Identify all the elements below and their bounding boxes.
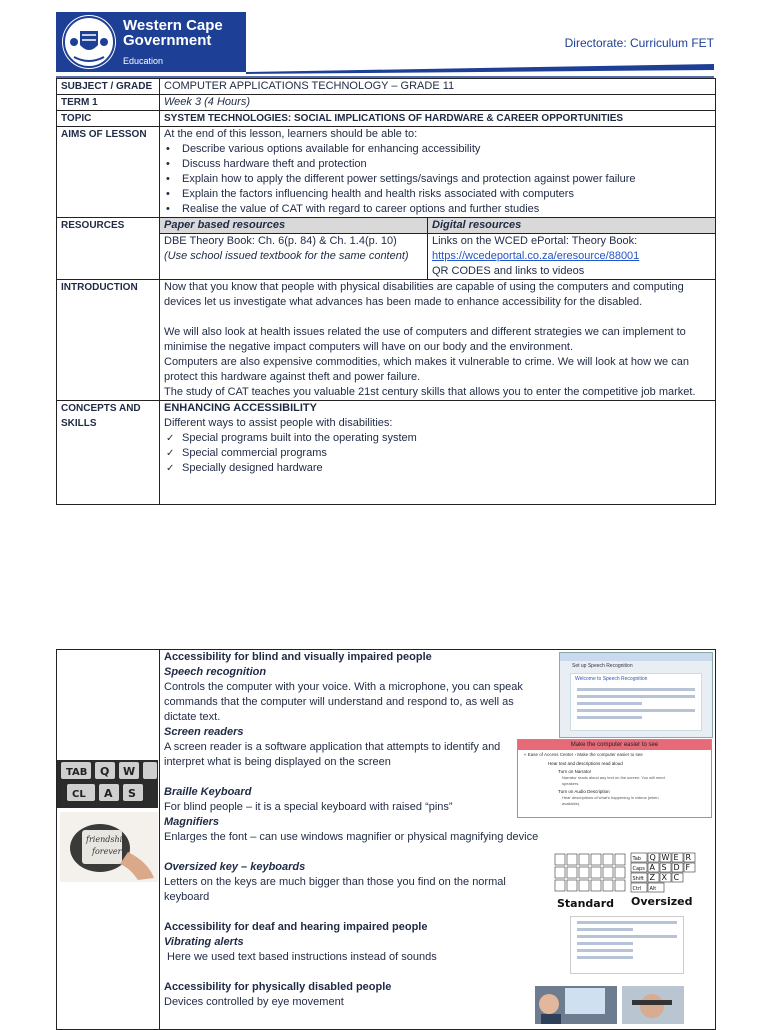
standard-key (579, 867, 589, 878)
org-name-line2: Government (123, 32, 212, 49)
magnified-text: forever (92, 847, 122, 856)
concepts-intro: Different ways to assist people with disabilities: (164, 417, 393, 429)
aims-row (57, 127, 716, 218)
oversized-keyboard-graphic (631, 853, 695, 892)
narrator-breadcrumb: « Ease of Access Center › Make the computer easier to see (524, 752, 643, 757)
speech-text: Controls the computer with your voice. With a microphone, you can speak commands that the computer will understand and respond to, as well as dictate text. (164, 681, 523, 723)
audio-description-desc: Hear descriptions of what's happening in videos (when available). (562, 795, 659, 806)
aims-list (164, 142, 711, 217)
oversized-keyboard-image (553, 852, 703, 910)
aims-cell (160, 127, 716, 218)
narrator-settings-screenshot (517, 739, 712, 818)
speech-recognition-screenshot (559, 652, 713, 738)
lesson-plan-table (56, 78, 716, 505)
oversized-key-label: Q (649, 853, 656, 862)
physical-text: Devices controlled by eye movement (164, 996, 344, 1008)
window-titlebar (560, 653, 712, 661)
vibrating-heading: Vibrating alerts (164, 936, 244, 948)
narrator-option: Turn on Narrator (558, 769, 592, 774)
introduction-row (57, 280, 716, 401)
standard-key (579, 854, 589, 865)
braille-text: For blind people – it is a special keyboard with raised “pins” (164, 801, 453, 813)
paper-resources-cell (160, 234, 428, 280)
standard-key (567, 867, 577, 878)
braille-key-label: CL (72, 789, 86, 800)
oversized-key-label: R (685, 853, 692, 862)
standard-key (603, 867, 613, 878)
aims-list-item: • Explain the factors influencing health and health risks associated with computers (182, 187, 711, 202)
paper-resources-heading: Paper based resources (160, 218, 428, 234)
intro-paragraph: Computers are also expensive commodities, which makes it vulnerable to crime. We will look at how we can protect this hardware against theft and power failure. (164, 356, 689, 383)
oversized-key-label: Shift (632, 876, 644, 882)
deaf-heading: Accessibility for deaf and hearing impaired people (164, 921, 428, 933)
aims-label: AIMS OF LESSON (57, 127, 160, 218)
oversized-key-label: D (673, 863, 680, 872)
paper-resource-line: DBE Theory Book: Ch. 6(p. 84) & Ch. 1.4(p. 10) (164, 235, 397, 247)
magnified-text: friendship (86, 835, 128, 844)
concepts-row (57, 401, 716, 505)
oversized-key-label: Z (649, 873, 655, 882)
digital-resources-heading: Digital resources (428, 218, 716, 234)
oversized-label: Oversized (631, 895, 693, 908)
eportal-link[interactable]: https://wcedeportal.co.za/eresource/88001 (432, 250, 640, 262)
subject-label: SUBJECT / GRADE (57, 79, 160, 95)
standard-key (591, 880, 601, 891)
topic-label: TOPIC (57, 111, 160, 127)
term-label: TERM 1 (57, 95, 160, 111)
speech-setup-title: Set up Speech Recognition (572, 663, 633, 669)
keyboard-comparison-graphic (553, 852, 703, 910)
sound-settings-screenshot (570, 916, 684, 974)
audio-description-option: Turn on Audio Description (558, 789, 610, 794)
digital-resources-cell (428, 234, 716, 280)
oversized-key-label: C (673, 873, 680, 882)
aims-list-item: • Realise the value of CAT with regard to career options and further studies (182, 202, 711, 217)
braille-heading: Braille Keyboard (164, 786, 252, 798)
standard-key (567, 854, 577, 865)
keyboard-keys-graphic (57, 760, 158, 808)
paper-resource-note: (Use school issued textbook for the same content) (164, 250, 409, 262)
standard-key (591, 867, 601, 878)
screen-readers-heading: Screen readers (164, 726, 244, 738)
blind-heading: Accessibility for blind and visually impaired people (164, 651, 432, 663)
braille-key-label: S (128, 787, 136, 800)
digital-resource-line: Links on the WCED ePortal: Theory Book: (432, 235, 638, 247)
introduction-cell (160, 280, 716, 401)
directorate-label: Directorate: Curriculum FET (564, 36, 714, 50)
braille-key-label: W (123, 765, 136, 778)
narrator-window-title: Make the computer easier to see (518, 740, 711, 750)
concepts-label: CONCEPTS AND SKILLS (57, 401, 160, 505)
narrator-section-heading: Hear text and descriptions read aloud (548, 761, 623, 766)
magnifier-graphic (60, 812, 158, 882)
topic-row (57, 111, 716, 127)
intro-paragraph: The study of CAT teaches you valuable 21st century skills that allows you to enter the competitive job market. (164, 386, 696, 398)
oversized-key-label: F (685, 863, 691, 872)
subject-row (57, 79, 716, 95)
oversized-heading: Oversized key – keyboards (164, 861, 306, 873)
oversized-key-label: Tab (632, 856, 641, 862)
braille-keyboard-photo (57, 760, 158, 808)
eye-tracking-photo (535, 986, 617, 1024)
screen-readers-text: A screen reader is a software application that attempts to identify and interpret what is being displayed on the screen (164, 741, 501, 768)
narrator-option-desc: Narrator reads aloud any text on the screen. You will need speakers. (562, 775, 665, 786)
oversized-key-label: Alt (649, 886, 657, 892)
magnifier-photo (60, 812, 158, 882)
topic-value: SYSTEM TECHNOLOGIES: SOCIAL IMPLICATIONS OF HARDWARE & CAREER OPPORTUNITIES (160, 111, 716, 127)
oversized-text: Letters on the keys are much bigger than those you find on the normal keyboard (164, 876, 506, 903)
oversized-key-label: E (673, 853, 679, 862)
oversized-key-label: Caps (632, 866, 645, 872)
standard-key (615, 867, 625, 878)
speech-welcome-text: Welcome to Speech Recognition (575, 676, 648, 682)
standard-keyboard-graphic (555, 854, 625, 891)
standard-key (555, 867, 565, 878)
aims-list-item: • Describe various options available for enhancing accessibility (182, 142, 711, 157)
intro-paragraph: We will also look at health issues related the use of computers and different strategies we can implement to minimise the negative impact computers will have on our body and the environment. (164, 326, 686, 353)
standard-key (555, 854, 565, 865)
org-department: Education (123, 56, 164, 66)
concepts-list-item: ✓ Special programs built into the operating system (182, 431, 711, 446)
oversized-key-label: A (649, 863, 655, 872)
standard-key (579, 880, 589, 891)
resources-heading-row (57, 218, 716, 234)
standard-key (591, 854, 601, 865)
magnifiers-text: Enlarges the font – can use windows magnifier or physical magnifying device (164, 831, 539, 843)
physical-heading: Accessibility for physically disabled people (164, 981, 392, 993)
aims-list-item: • Discuss hardware theft and protection (182, 157, 711, 172)
standard-key (615, 880, 625, 891)
standard-key (603, 880, 613, 891)
standard-keys (555, 854, 625, 891)
concepts-list-item: ✓ Special commercial programs (182, 446, 711, 461)
term-value: Week 3 (4 Hours) (160, 95, 716, 111)
org-name-line1: Western Cape (123, 17, 223, 34)
qr-codes-line: QR CODES and links to videos (432, 265, 585, 277)
braille-key-label: Q (100, 765, 110, 778)
oversized-key-label: S (661, 863, 667, 872)
oversized-key-label: W (661, 853, 670, 862)
concepts-list-item: ✓ Specially designed hardware (182, 461, 711, 476)
introduction-label: INTRODUCTION (57, 280, 160, 401)
term-row (57, 95, 716, 111)
standard-key (555, 880, 565, 891)
concepts-heading: ENHANCING ACCESSIBILITY (164, 402, 317, 414)
concepts-list (164, 431, 711, 476)
vibrating-text: Here we used text based instructions instead of sounds (164, 951, 437, 963)
intro-paragraph: Now that you know that people with physical disabilities are capable of using the computers and computing devices let us investigate what advances has been made to enhance accessibility for the disabled. (164, 281, 684, 308)
concepts-cell (160, 401, 716, 505)
eye-control-device-photo (622, 986, 684, 1024)
page-header (0, 0, 768, 80)
subject-value: COMPUTER APPLICATIONS TECHNOLOGY – GRADE 11 (160, 79, 716, 95)
braille-key-label: TAB (66, 767, 88, 778)
magnifiers-heading: Magnifiers (164, 816, 220, 828)
standard-key (615, 854, 625, 865)
standard-key (603, 854, 613, 865)
oversized-key-label: X (661, 873, 667, 882)
speech-heading: Speech recognition (164, 666, 267, 678)
aims-list-item: • Explain how to apply the different power settings/savings and protection against power failure (182, 172, 711, 187)
resources-label: RESOURCES (57, 218, 160, 280)
aims-intro: At the end of this lesson, learners should be able to: (164, 128, 418, 140)
oversized-key-label: Ctrl (632, 886, 642, 892)
standard-key (567, 880, 577, 891)
braille-key-label: A (104, 787, 113, 800)
standard-label: Standard (557, 897, 615, 910)
